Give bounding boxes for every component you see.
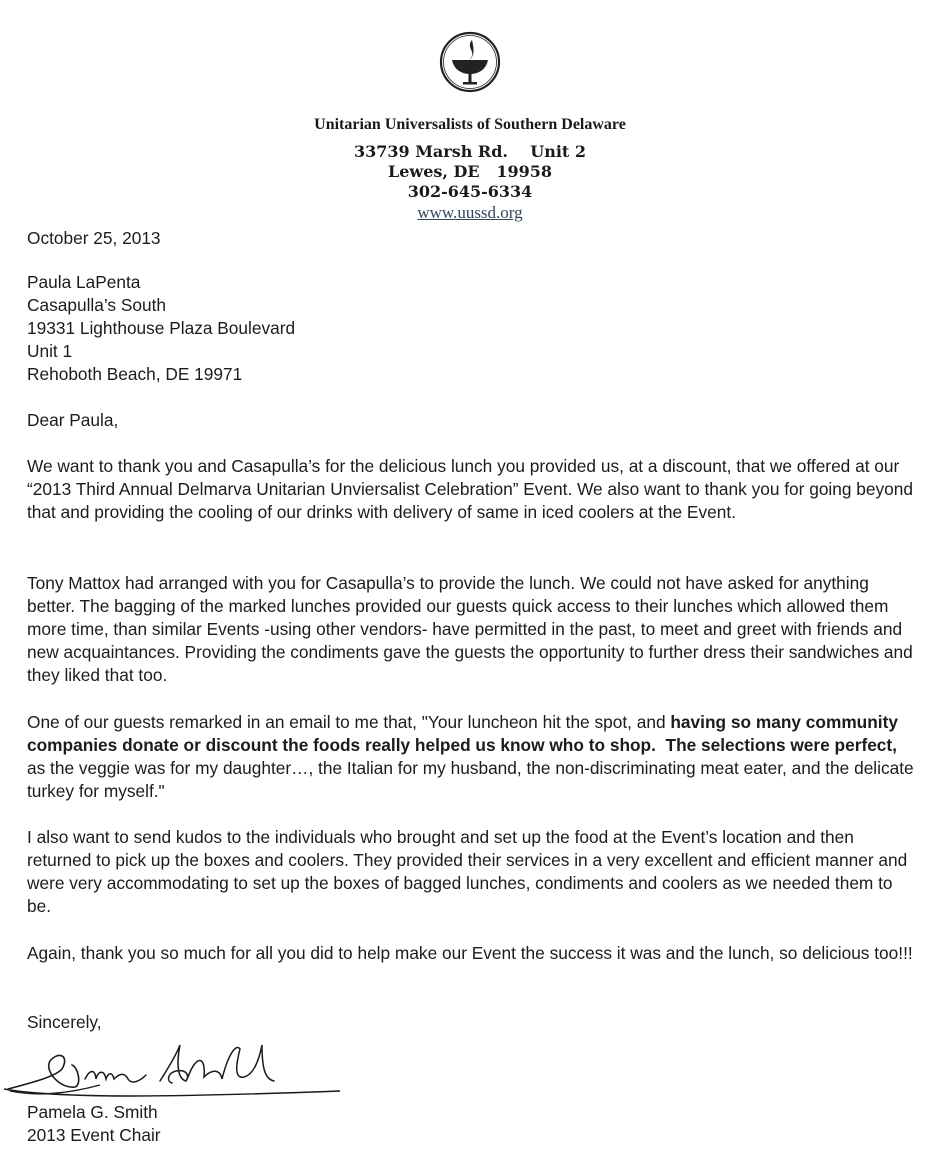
recipient-address [27, 271, 917, 386]
paragraph-3-text-b: as the veggie was for my daughter…, the Italian for my husband, the non-discriminating meat eater, and the delicate turkey for myself." [27, 758, 914, 801]
closing: Sincerely, [27, 1012, 102, 1032]
paragraph-3-text-a: One of our guests remarked in an email to me that, "Your luncheon hit the spot, and [27, 712, 671, 732]
paragraph-1: We want to thank you and Casapulla’s for the delicious lunch you provided us, at a discount, that we offered at our “2013 Third Annual Delmarva Unitarian Unviersalist Celebration” Event. We also want to thank you for going beyond that and providing the cooling of our drinks with delivery of same in iced coolers at the Event. [27, 456, 913, 522]
flaming-chalice-icon [438, 30, 502, 94]
signer-title: 2013 Event Chair [27, 1125, 161, 1145]
recipient-street: 19331 Lighthouse Plaza Boulevard [27, 318, 296, 338]
paragraph-4: I also want to send kudos to the individuals who brought and set up the food at the Event’s location and then returned to pick up the boxes and coolers. They provided their services in a very excellent and efficient manner and were very accommodating to set up the boxes of bagged lunches, condiments and coolers as we needed them to be. [27, 827, 908, 916]
recipient-company: Casapulla’s South [27, 295, 166, 315]
organization-name: Unitarian Universalists of Southern Delaware [314, 116, 626, 133]
paragraph-5: Again, thank you so much for all you did to help make our Event the success it was and the lunch, so delicious too!!! [27, 943, 913, 963]
recipient-name: Paula LaPenta [27, 272, 141, 292]
address-line-2: Lewes, DE 19958 [388, 162, 552, 181]
signer-block [27, 1101, 917, 1147]
handwritten-signature [0, 1025, 360, 1105]
recipient-unit: Unit 1 [27, 341, 73, 361]
signer-name: Pamela G. Smith [27, 1102, 158, 1122]
paragraph-2: Tony Mattox had arranged with you for Casapulla’s to provide the lunch. We could not have asked for anything better. The bagging of the marked lunches provided our guests quick access to their lunches which allowed them more time, than similar Events -using other vendors- have permitted in the past, to meet and greet with friends and new acquaintances. Providing the condiments gave the guests the opportunity to further dress their sandwiches and they liked that too. [27, 573, 913, 685]
address-line-1: 33739 Marsh Rd. Unit 2 [353, 142, 587, 161]
paragraph-3-bold: having so many community companies donate or discount the foods really helped us know who to shop. The selections were perfect, [27, 712, 903, 755]
paragraph-3 [27, 711, 917, 803]
salutation: Dear Paula, [27, 410, 119, 430]
phone-number: 302-645-6334 [407, 182, 533, 201]
website-link[interactable]: www.uussd.org [417, 203, 523, 222]
recipient-city: Rehoboth Beach, DE 19971 [27, 364, 243, 384]
letter-date: October 25, 2013 [27, 228, 161, 248]
